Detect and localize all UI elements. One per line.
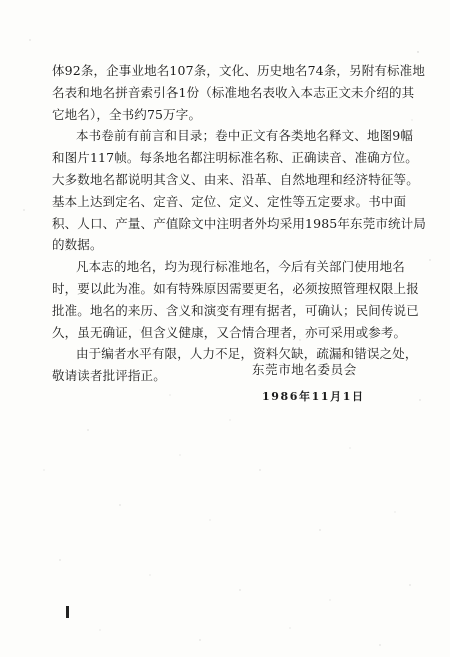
scan-artifact-mark — [66, 606, 69, 618]
text-line: 由于编者水平有限，人力不足，资料欠缺，疏漏和错误之处， — [76, 346, 418, 362]
text-line: 的数据。 — [52, 237, 103, 253]
text-line: 名表和地名拼音索引各1份（标准地名表收入本志正文未介绍的其 — [52, 84, 415, 100]
text-line: 积、人口、产量、产值除文中注明者外均采用1985年东莞市统计局 — [52, 215, 426, 231]
text-line: 本书卷前有前言和目录；卷中正文有各类地名释文、地图9幅 — [76, 128, 414, 144]
text-line: 大多数地名都说明其含义、由来、沿革、自然地理和经济特征等。 — [52, 171, 419, 187]
text-line: 基本上达到定名、定音、定位、定义、定性等五定要求。书中面 — [52, 193, 407, 209]
text-line: 和图片117帧。每条地名都注明标准名称、正确读音、准确方位。 — [52, 150, 418, 166]
text-line: 久，虽无确证，但含义健康，又合情合理者，亦可采用或参考。 — [52, 324, 407, 340]
text-line: 体92条，企事业地名107条，文化、历史地名74条，另附有标准地 — [52, 63, 425, 78]
text-line: 时，要以此为准。如有特殊原因需要更名，必须按照管理权限上报 — [52, 280, 419, 296]
text-line: 凡本志的地名，均为现行标准地名，今后有关部门使用地名 — [76, 259, 405, 275]
text-line: 批准。地名的来历、含义和演变有理有据者，可确认；民间传说已 — [52, 302, 419, 318]
text-line: 它地名），全书约75万字。 — [52, 106, 202, 122]
signature-organization: 东莞市地名委员会 — [252, 362, 357, 377]
text-line: 敬请读者批评指正。 — [52, 368, 166, 384]
signature-date: 1986年11月1日 — [262, 390, 365, 403]
body-text — [52, 60, 426, 387]
